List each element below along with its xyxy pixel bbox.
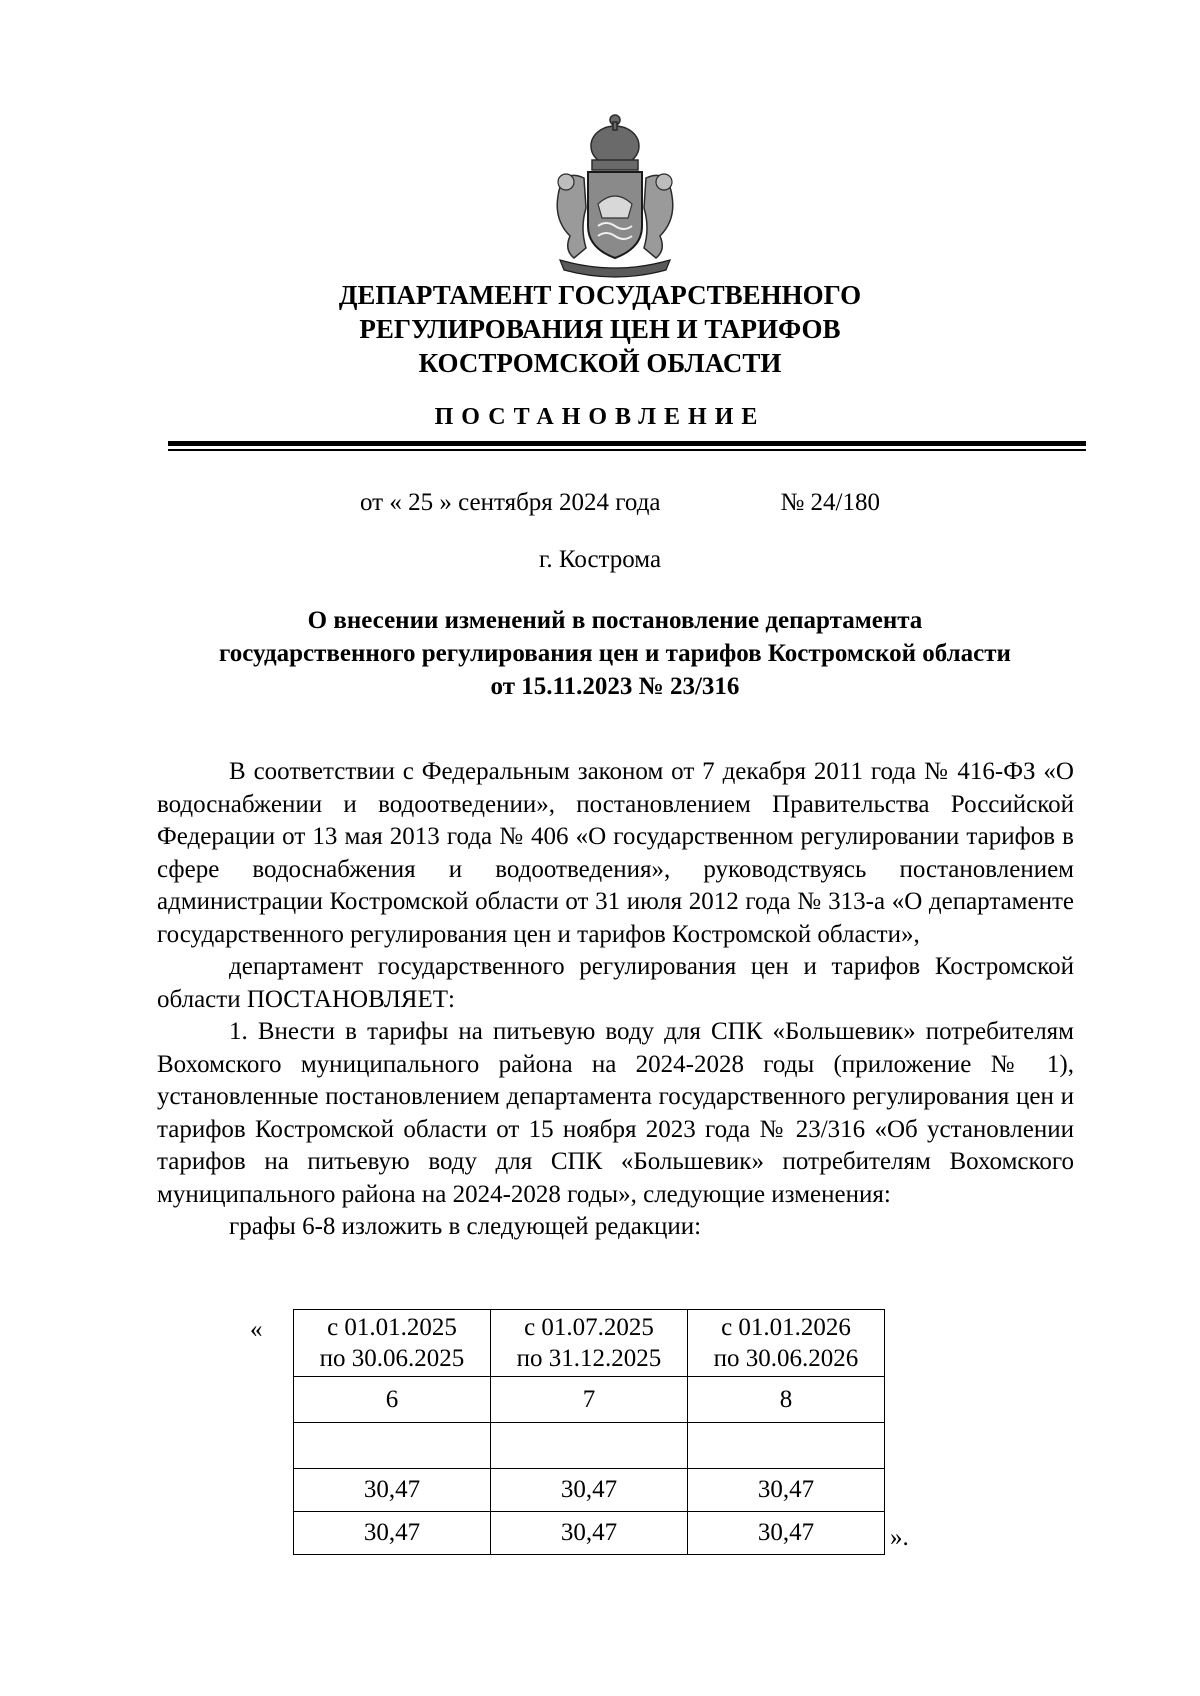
table-cell bbox=[294, 1423, 491, 1469]
table-row bbox=[294, 1469, 885, 1512]
subject-line-3: от 15.11.2023 № 23/316 bbox=[490, 673, 740, 700]
table-header-cell bbox=[294, 1310, 491, 1377]
table-header-cell bbox=[688, 1310, 885, 1377]
table-cell: 30,47 bbox=[491, 1512, 688, 1555]
body-paragraph-columns-note: графы 6-8 изложить в следующей редакции: bbox=[229, 1213, 702, 1240]
department-name bbox=[0, 278, 1200, 380]
document-subject bbox=[150, 604, 1080, 703]
coat-of-arms-icon bbox=[540, 108, 690, 278]
header-divider-thick bbox=[168, 441, 1086, 446]
table-cell: 30,47 bbox=[688, 1469, 885, 1512]
table-cell: 6 bbox=[294, 1377, 491, 1423]
body-paragraph-legal-basis: В соответствии с Федеральным законом от 7 декабря 2011 года № 416-ФЗ «О водоснабжении и водоотведении», постановлением Правительства Российской Федерации от 13 мая 2013 года № 406 «О государственном регулировании тарифов в сфере водоснабжения и водоотведения», руководствуясь постановлением администрации Костромской области от 31 июля 2012 года № 313-а «О департаменте государственного регулирования цен и тарифов Костромской области», bbox=[157, 758, 1074, 948]
document-city: г. Кострома bbox=[538, 546, 662, 573]
document-date: от « 25 » сентября 2024 года bbox=[360, 489, 661, 516]
header-divider-thin bbox=[168, 449, 1086, 451]
table-cell bbox=[491, 1423, 688, 1469]
header-period-end: по 31.12.2025 bbox=[516, 1345, 662, 1372]
table-cell bbox=[688, 1423, 885, 1469]
date-number-line bbox=[360, 489, 880, 517]
table-cell: 8 bbox=[688, 1377, 885, 1423]
document-body bbox=[157, 756, 1074, 1244]
header-period-start: с 01.01.2026 bbox=[721, 1314, 851, 1341]
header-period-end: по 30.06.2026 bbox=[713, 1345, 859, 1372]
table-column-number-row bbox=[294, 1377, 885, 1423]
header-period-end: по 30.06.2025 bbox=[319, 1345, 465, 1372]
department-line-2: РЕГУЛИРОВАНИЯ ЦЕН И ТАРИФОВ bbox=[359, 314, 841, 344]
tariff-table bbox=[293, 1309, 885, 1555]
table-cell: 30,47 bbox=[491, 1469, 688, 1512]
table-row bbox=[294, 1512, 885, 1555]
table-header-cell bbox=[491, 1310, 688, 1377]
table-close-quote: ». bbox=[890, 1524, 909, 1551]
table-cell: 30,47 bbox=[688, 1512, 885, 1555]
table-header-row bbox=[294, 1310, 885, 1377]
department-line-1: ДЕПАРТАМЕНТ ГОСУДАРСТВЕННОГО bbox=[338, 280, 862, 310]
table-open-quote: « bbox=[250, 1316, 263, 1343]
table-cell: 7 bbox=[491, 1377, 688, 1423]
department-line-3: КОСТРОМСКОЙ ОБЛАСТИ bbox=[418, 348, 782, 378]
body-paragraph-resolves: департамент государственного регулирования цен и тарифов Костромской области ПОСТАНОВЛЯЕТ: bbox=[157, 953, 1074, 1013]
subject-line-1: О внесении изменений в постановление департамента bbox=[307, 607, 923, 634]
table-cell: 30,47 bbox=[294, 1469, 491, 1512]
header-period-start: с 01.01.2025 bbox=[327, 1314, 457, 1341]
document-type-heading: ПОСТАНОВЛЕНИЕ bbox=[434, 404, 766, 430]
document-number: № 24/180 bbox=[780, 489, 880, 516]
table-row bbox=[294, 1423, 885, 1469]
body-paragraph-item-1: 1. Внести в тарифы на питьевую воду для СПК «Большевик» потребителям Вохомского муниципального района на 2024-2028 годы (приложение № 1), установленные постановлением департамента государственного регулирования цен и тарифов Костромской области от 15 ноября 2023 года № 23/316 «Об установлении тарифов на питьевую воду для СПК «Большевик» потребителям Вохомского муниципального района на 2024-2028 годы», следующие изменения: bbox=[157, 1018, 1074, 1208]
header-period-start: с 01.07.2025 bbox=[524, 1314, 654, 1341]
table-cell: 30,47 bbox=[294, 1512, 491, 1555]
subject-line-2: государственного регулирования цен и тарифов Костромской области bbox=[219, 640, 1011, 667]
